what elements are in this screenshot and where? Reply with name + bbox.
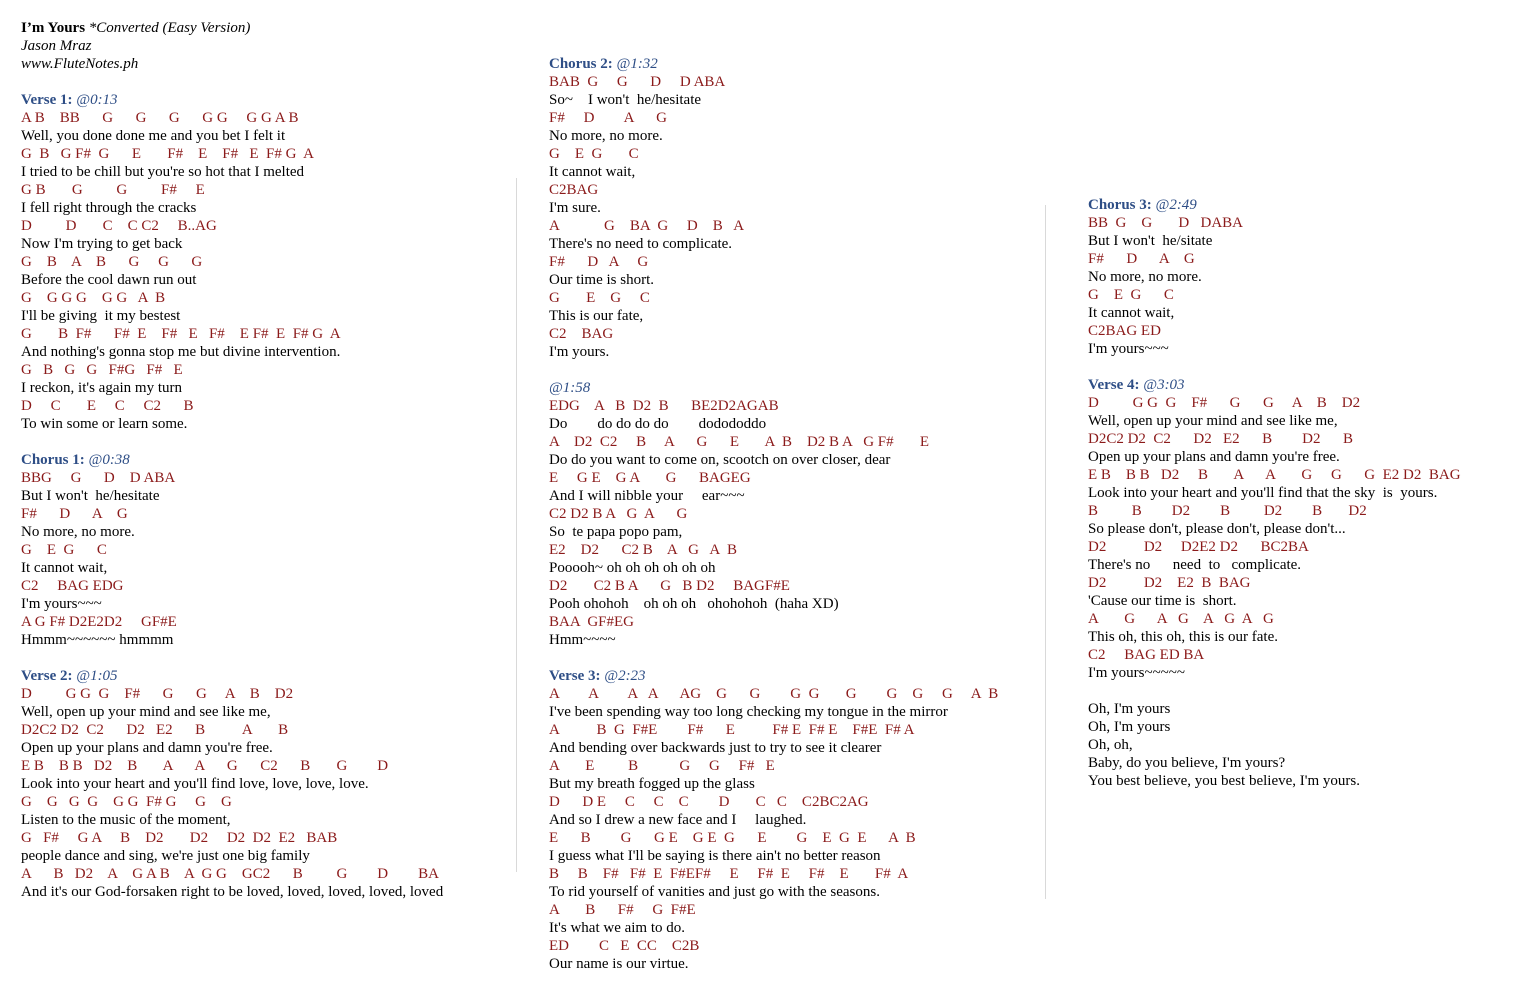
song-title: I’m Yours <box>21 20 86 36</box>
chord-line: A B D2 A G A B A G G GC2 B G D BA <box>21 866 439 882</box>
chord-line: BAA GF#EG <box>549 614 635 630</box>
lyric-line: Well, you done done me and you bet I felt it <box>21 128 286 144</box>
lyric-line: Well, open up your mind and see like me, <box>1088 413 1338 429</box>
lyric-line: Open up your plans and damn you're free. <box>1088 449 1340 465</box>
chord-line: D C E C C2 B <box>21 398 194 414</box>
chord-line: F# D A G <box>549 110 667 126</box>
lyric-line: No more, no more. <box>1088 269 1202 285</box>
section-timestamp: @0:13 <box>76 92 118 108</box>
lyric-line: Do do you want to come on, scootch on over closer, dear <box>549 452 891 468</box>
spacer <box>1088 682 1461 700</box>
spacer <box>549 649 998 667</box>
chord-line: A B F# G F#E <box>549 902 696 918</box>
lyric-line: I fell right through the cracks <box>21 200 197 216</box>
section-heading <box>549 379 998 397</box>
lyric-line: I'm yours~~~ <box>1088 341 1169 357</box>
section-heading <box>1088 376 1461 394</box>
spacer <box>21 73 443 91</box>
chord-line: G B G F# G E F# E F# E F# G A <box>21 146 314 162</box>
lyric-line: Hmmm~~~~~~ hmmmm <box>21 632 174 648</box>
lyric-line: It's what we aim to do. <box>549 920 686 936</box>
chord-line: B B D2 B D2 B D2 <box>1088 503 1367 519</box>
chord-line: A B BB G G G G G G G A B <box>21 110 299 126</box>
chord-line: F# D A G <box>21 506 128 522</box>
chord-line: C2 BAG ED BA <box>1088 647 1205 663</box>
lyric-line: I've been spending way too long checking my tongue in the mirror <box>549 704 948 720</box>
lyric-line: Before the cool dawn run out <box>21 272 197 288</box>
section-label: Chorus 1: <box>21 452 85 468</box>
section-heading <box>21 451 443 469</box>
spacer <box>1088 358 1461 376</box>
lyric-line: Our time is short. <box>549 272 654 288</box>
column-divider-2 <box>1045 205 1046 899</box>
chord-line: B B F# F# E F#EF# E F# E F# E F# A <box>549 866 909 882</box>
lyric-line: Pooh ohohoh oh oh oh ohohohoh (haha XD) <box>549 596 839 612</box>
chord-line: G E G C <box>549 290 650 306</box>
chord-line: BBG G D D ABA <box>21 470 176 486</box>
lyric-line: Oh, I'm yours <box>1088 719 1171 735</box>
chord-line: G G G G G G A B <box>21 290 166 306</box>
column-divider-1 <box>516 178 517 872</box>
lyric-line: Well, open up your mind and see like me, <box>21 704 271 720</box>
lyric-line: I'm sure. <box>549 200 601 216</box>
lyric-line: 'Cause our time is short. <box>1088 593 1237 609</box>
lyric-line: Oh, oh, <box>1088 737 1133 753</box>
chord-line: BB G G D DABA <box>1088 215 1244 231</box>
section-label: Verse 3: <box>549 668 601 684</box>
song-section <box>1088 376 1461 790</box>
lyric-line: It cannot wait, <box>1088 305 1175 321</box>
lyric-line: And so I drew a new face and I laughed. <box>549 812 807 828</box>
lyric-line: Look into your heart and you'll find love, love, love, love. <box>21 776 369 792</box>
song-section <box>21 91 443 433</box>
column-1-sections <box>21 91 443 901</box>
song-section <box>549 55 998 361</box>
section-timestamp: @2:23 <box>604 668 646 684</box>
chord-line: E B B B D2 B A A G G G E2 D2 BAG <box>1088 467 1461 483</box>
chord-line: D D C C C2 B..AG <box>21 218 217 234</box>
lyric-line: I tried to be chill but you're so hot that I melted <box>21 164 305 180</box>
lyric-line: Pooooh~ oh oh oh oh oh oh <box>549 560 716 576</box>
chord-line: A G F# D2E2D2 GF#E <box>21 614 177 630</box>
chord-line: C2BAG <box>549 182 599 198</box>
column-3-sections <box>1088 196 1461 790</box>
lyric-line: You best believe, you best believe, I'm yours. <box>1088 773 1360 789</box>
chord-line: D2 C2 B A G B D2 BAGF#E <box>549 578 790 594</box>
lyric-line: And bending over backwards just to try to see it clearer <box>549 740 882 756</box>
chord-line: A B G F#E F# E F# E F# E F#E F# A <box>549 722 915 738</box>
lyric-line: I'll be giving it my bestest <box>21 308 181 324</box>
column-1 <box>21 19 443 901</box>
chord-line: G E G C <box>21 542 107 558</box>
chord-line: A D2 C2 B A G E A B D2 B A G F# E <box>549 434 930 450</box>
chord-line: G F# G A B D2 D2 D2 D2 E2 BAB <box>21 830 338 846</box>
section-label: Verse 1: <box>21 92 73 108</box>
chord-line: G B F# F# E F# E F# E F# E F# G A <box>21 326 341 342</box>
lyric-line: Do do do do do dodododdo <box>549 416 767 432</box>
chord-line: E B G G E G E G E G E G E A B <box>549 830 916 846</box>
lyric-line: Open up your plans and damn you're free. <box>21 740 273 756</box>
chord-line: C2BAG ED <box>1088 323 1161 339</box>
chord-line: ED C E CC C2B <box>549 938 700 954</box>
section-heading <box>1088 196 1461 214</box>
section-heading <box>21 667 443 685</box>
lyric-line: To rid yourself of vanities and just go with the seasons. <box>549 884 880 900</box>
lyric-line: I'm yours. <box>549 344 610 360</box>
lyric-line: I'm yours~~~ <box>21 596 102 612</box>
lyric-line: Oh, I'm yours <box>1088 701 1171 717</box>
chord-line: G E G C <box>549 146 639 162</box>
chord-line: G B G G F#G F# E <box>21 362 183 378</box>
lyric-line: people dance and sing, we're just one big family <box>21 848 310 864</box>
lyric-line: So please don't, please don't, please don't... <box>1088 521 1346 537</box>
lyric-line: There's no need to complicate. <box>1088 557 1302 573</box>
lyric-line: This oh, this oh, this is our fate. <box>1088 629 1278 645</box>
chord-line: G E G C <box>1088 287 1174 303</box>
section-timestamp: @2:49 <box>1155 197 1197 213</box>
lyric-line: So~ I won't he/hesitate <box>549 92 702 108</box>
chord-line: F# D A G <box>549 254 649 270</box>
section-timestamp: @1:05 <box>76 668 118 684</box>
chord-line: A G BA G D B A <box>549 218 745 234</box>
chord-line: D2 D2 D2E2 D2 BC2BA <box>1088 539 1309 555</box>
spacer <box>549 361 998 379</box>
chord-line: F# D A G <box>1088 251 1195 267</box>
chord-line: G B A B G G G <box>21 254 203 270</box>
lyric-line: Now I'm trying to get back <box>21 236 183 252</box>
spacer <box>21 433 443 451</box>
chord-line: BAB G G D D ABA <box>549 74 726 90</box>
chord-line: D2 D2 E2 B BAG <box>1088 575 1251 591</box>
song-section <box>21 451 443 649</box>
section-timestamp: @1:32 <box>616 56 658 72</box>
chord-line: E2 D2 C2 B A G A B <box>549 542 737 558</box>
song-section <box>21 667 443 901</box>
chord-line: C2 BAG EDG <box>21 578 124 594</box>
lyric-line: So te papa popo pam, <box>549 524 683 540</box>
lyric-line: Our name is our virtue. <box>549 956 689 972</box>
section-label: Chorus 2: <box>549 56 613 72</box>
chord-line: D G G G F# G G A B D2 <box>1088 395 1361 411</box>
chord-line: D G G G F# G G A B D2 <box>21 686 294 702</box>
chord-line: D2C2 D2 C2 D2 E2 B A B <box>21 722 289 738</box>
lyric-line: But my breath fogged up the glass <box>549 776 755 792</box>
column-2-sections <box>549 55 998 973</box>
section-timestamp: @1:58 <box>549 380 591 396</box>
section-label: Chorus 3: <box>1088 197 1152 213</box>
song-section <box>549 667 998 973</box>
column-2 <box>549 55 998 973</box>
lyric-line: There's no need to complicate. <box>549 236 733 252</box>
chord-line: G G G G G G F# G G G <box>21 794 232 810</box>
lyric-line: It cannot wait, <box>21 560 108 576</box>
section-heading <box>549 55 998 73</box>
song-section <box>1088 196 1461 358</box>
chord-line: A E B G G F# E <box>549 758 775 774</box>
lyric-line: Hmm~~~~ <box>549 632 616 648</box>
section-timestamp: @3:03 <box>1143 377 1185 393</box>
lyric-line: Look into your heart and you'll find that the sky is yours. <box>1088 485 1438 501</box>
artist-name: Jason Mraz <box>21 38 92 54</box>
lyric-line: I'm yours~~~~~ <box>1088 665 1186 681</box>
column-3 <box>1088 196 1461 790</box>
chord-line: A A A A AG G G G G G G G G A B <box>549 686 999 702</box>
section-timestamp: @0:38 <box>88 452 130 468</box>
lyric-line: Listen to the music of the moment, <box>21 812 231 828</box>
lyric-line: But I won't he/sitate <box>1088 233 1213 249</box>
lyric-line: And nothing's gonna stop me but divine intervention. <box>21 344 341 360</box>
chord-line: C2 BAG <box>549 326 614 342</box>
lyric-line: No more, no more. <box>549 128 663 144</box>
website: www.FluteNotes.ph <box>21 56 139 72</box>
chord-line: C2 D2 B A G A G <box>549 506 688 522</box>
section-heading <box>21 91 443 109</box>
lyric-line: And it's our God-forsaken right to be loved, loved, loved, loved, loved <box>21 884 444 900</box>
song-section <box>549 379 998 649</box>
lyric-line: Baby, do you believe, I'm yours? <box>1088 755 1286 771</box>
section-label: Verse 2: <box>21 668 73 684</box>
chord-line: E G E G A G BAGEG <box>549 470 751 486</box>
section-heading <box>549 667 998 685</box>
lyric-line: It cannot wait, <box>549 164 636 180</box>
song-subtitle: *Converted (Easy Version) <box>88 20 251 36</box>
chord-line: G B G G F# E <box>21 182 205 198</box>
lyric-line: No more, no more. <box>21 524 135 540</box>
chord-line: A G A G A G A G <box>1088 611 1274 627</box>
chord-line: EDG A B D2 B BE2D2AGAB <box>549 398 779 414</box>
chord-line: D2C2 D2 C2 D2 E2 B D2 B <box>1088 431 1354 447</box>
header-title-line <box>21 19 443 37</box>
section-label: Verse 4: <box>1088 377 1140 393</box>
spacer <box>21 649 443 667</box>
chord-line: E B B B D2 B A A G C2 B G D <box>21 758 389 774</box>
lyric-line: I reckon, it's again my turn <box>21 380 182 396</box>
lyric-line: To win some or learn some. <box>21 416 188 432</box>
lyric-line: But I won't he/hesitate <box>21 488 160 504</box>
chord-line: D D E C C C D C C C2BC2AG <box>549 794 869 810</box>
lyric-line: This is our fate, <box>549 308 644 324</box>
lyric-line: And I will nibble your ear~~~ <box>549 488 745 504</box>
lyric-line: I guess what I'll be saying is there ain't no better reason <box>549 848 881 864</box>
